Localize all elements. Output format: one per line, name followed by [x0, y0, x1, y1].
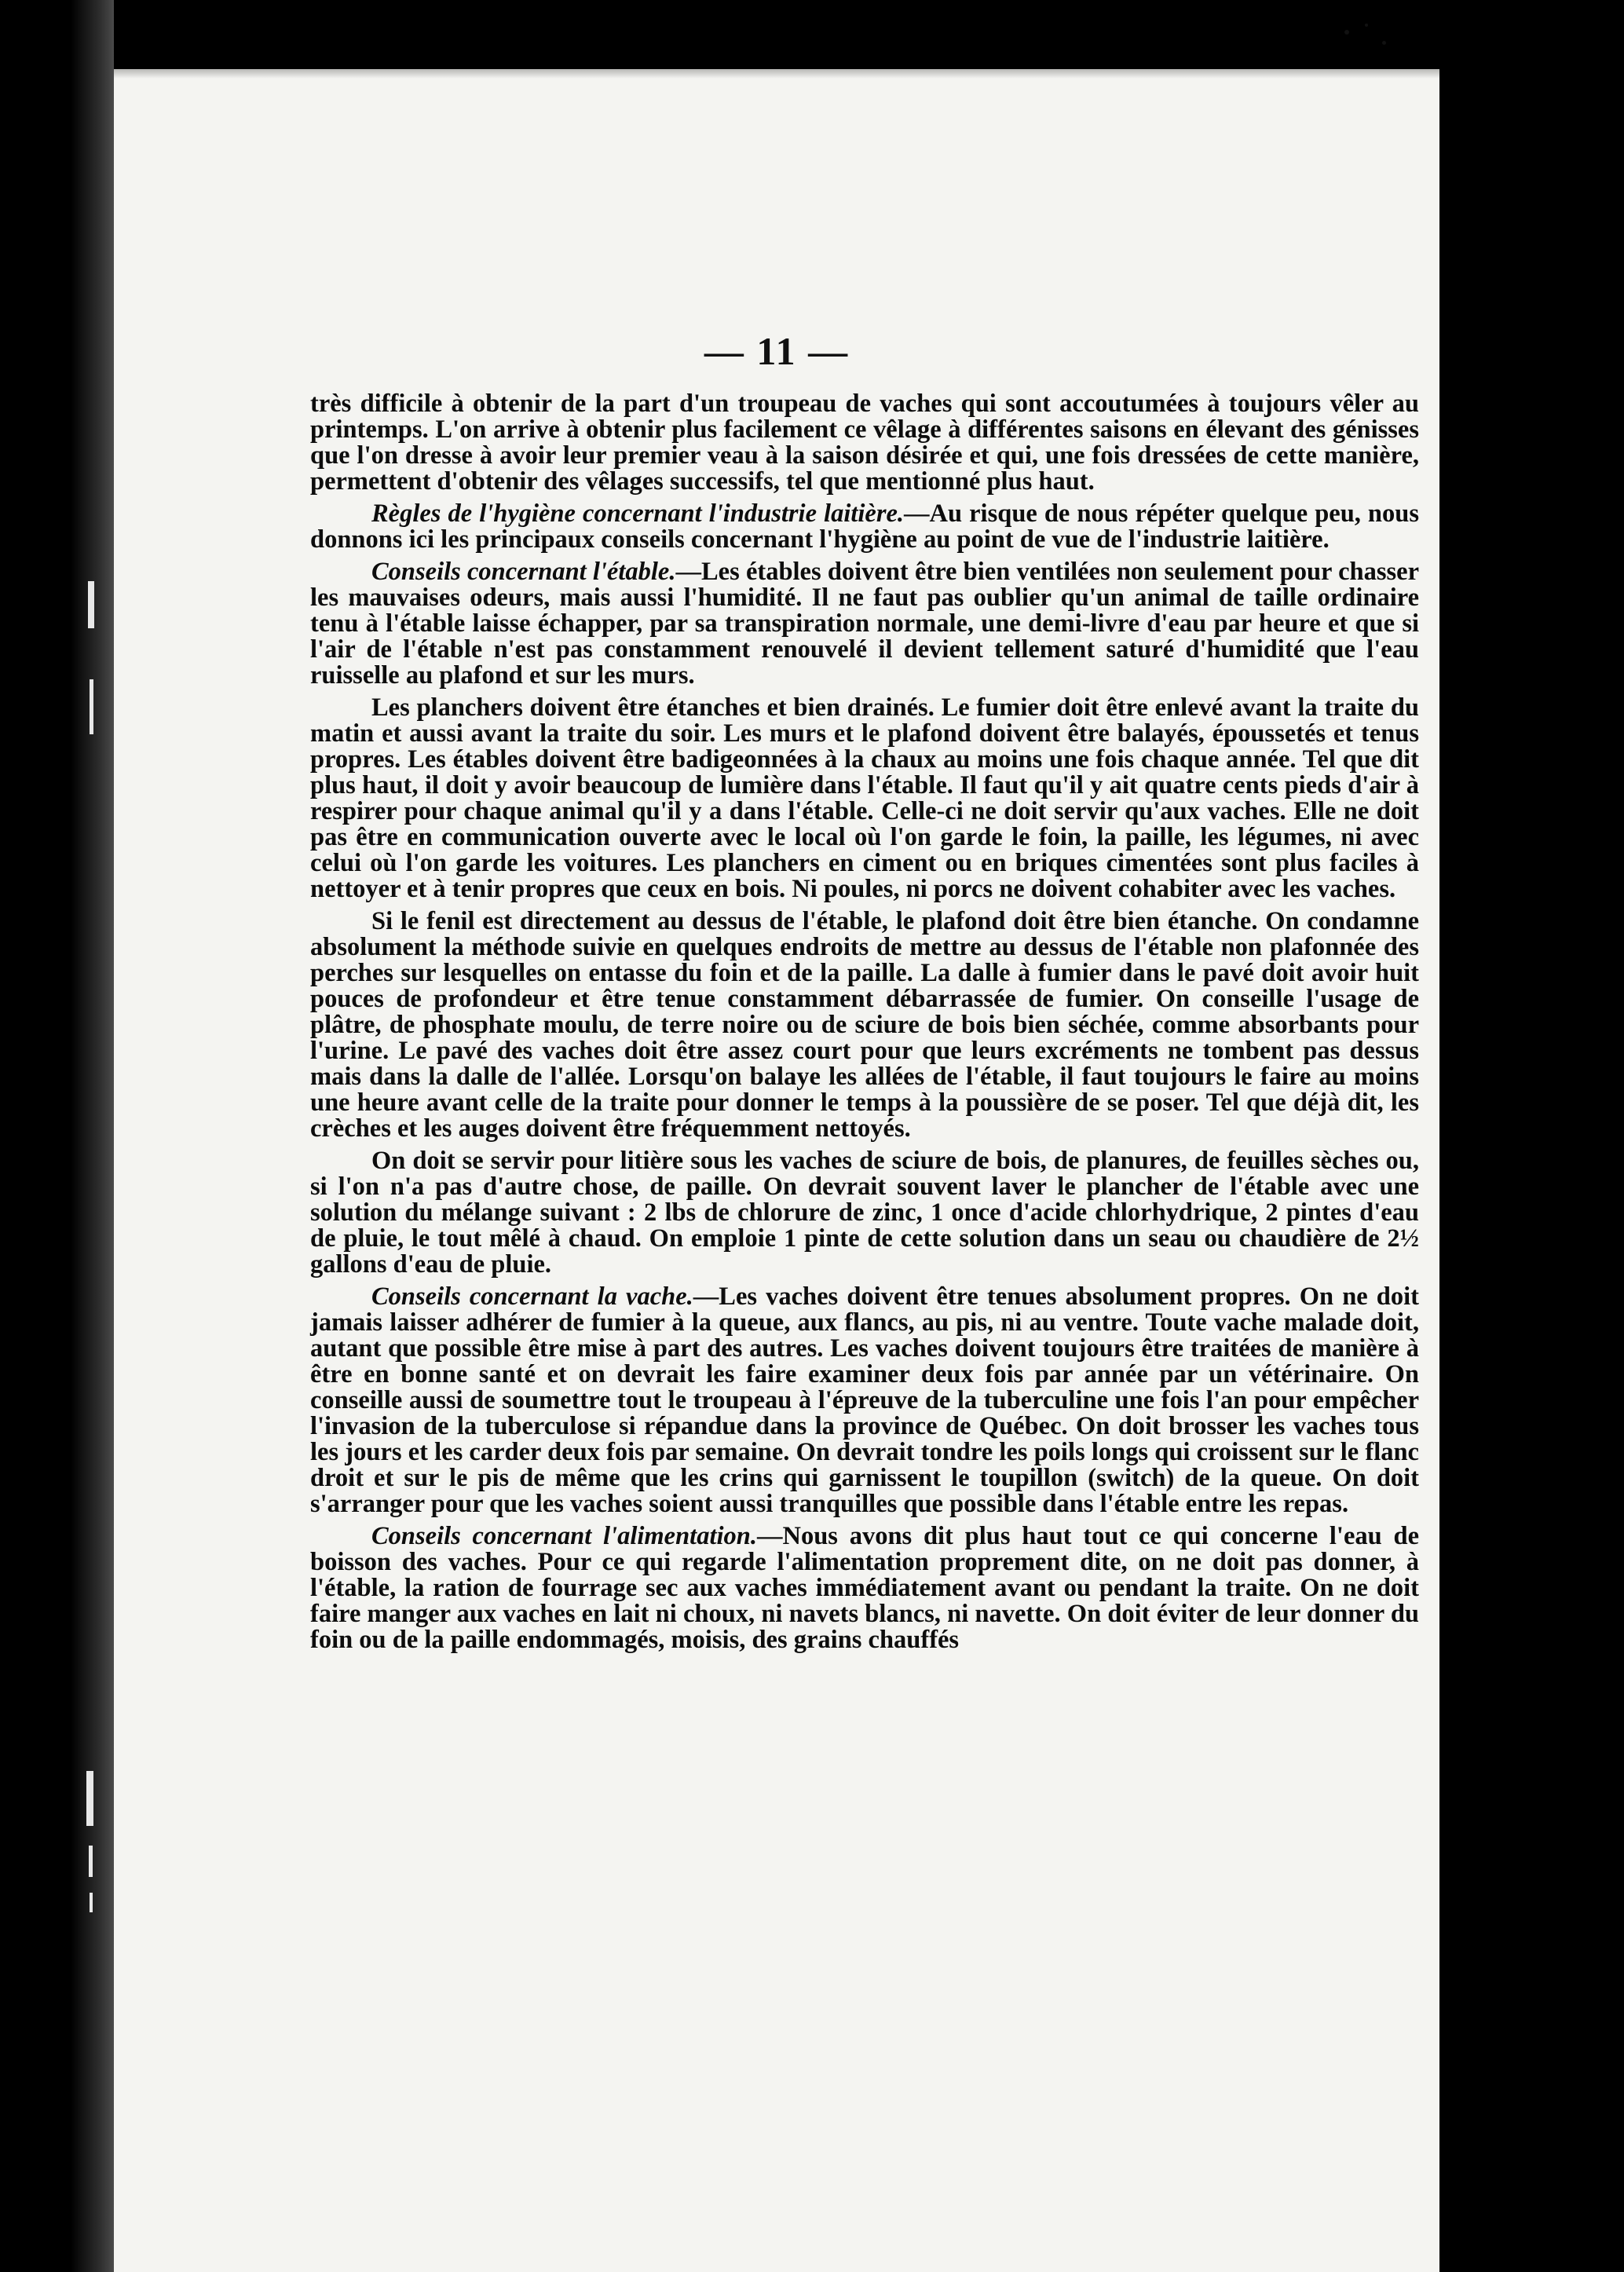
- section-heading: Règles de l'hygiène concernant l'industrie laitière.: [371, 499, 905, 528]
- body-text: [310, 391, 1419, 1659]
- binding-mark: [90, 679, 93, 734]
- binding-mark: [90, 1893, 93, 1912]
- binding-mark: [89, 1846, 93, 1877]
- page-number: — 11 —: [704, 329, 850, 373]
- paragraph-text: Si le fenil est directement au dessus de l'étable, le plafond doit être bien étanche. On condamne absolument la méthode suivie en quelques endroits de mettre au dessus de l'étable non plafonnée des perches sur lesquelles on entasse du foin et de la paille. La dalle à fumier dans le pavé doit avoir huit pouces de profondeur et être tenue constamment débarrassée de fumier. On conseille l'usage de plâtre, de phosphate moulu, de terre noire ou de sciure de bois bien séchée, comme absorbants pour l'urine. Le pavé des vaches doit être assez court pour que leurs excréments ne tombent pas dessus mais dans la dalle de l'allée. Lorsqu'on balaye les allées de l'étable, il faut toujours le faire au moins une heure avant celle de la traite pour donner le temps à la poussière de se poser. Tel que déjà dit, les crèches et les auges doivent être fréquemment nettoyés.: [310, 907, 1419, 1143]
- paragraph-text: —Au risque de nous répéter quelque peu, nous donnons ici les principaux conseils concernant l'hygiène au point de vue de l'industrie laitière.: [310, 499, 1419, 554]
- paragraph: [310, 1284, 1419, 1517]
- paragraph-text: On doit se servir pour litière sous les vaches de sciure de bois, de planures, de feuilles sèches ou, si l'on n'a pas d'autre chose, de paille. On devrait souvent laver le plancher de l'étable avec une solution du mélange suivant : 2 lbs de chlorure de zinc, 1 once d'acide chlorhydrique, 2 pintes d'eau de pluie, le tout mêlé à chaud. On emploie 1 pinte de cette solution dans un seau ou chaudière de 2½ gallons d'eau de pluie.: [310, 1147, 1419, 1279]
- scan-speck: [1382, 41, 1386, 45]
- paragraph-text: —Les vaches doivent être tenues absolument propres. On ne doit jamais laisser adhérer de fumier à la queue, aux flancs, au pis, ni au ventre. Toute vache malade doit, autant que possible être mise à part des autres. Les vaches doivent toujours être traitées de manière à être en bonne santé et on devrait les faire examiner deux fois par année par un vétérinaire. On conseille aussi de soumettre tout le troupeau à l'épreuve de la tuberculine une fois l'an pour empêcher l'invasion de la tuberculose si répandue dans la province de Québec. On doit brosser les vaches tous les jours et les carder deux fois par semaine. On devrait tondre les poils longs qui croissent sur le flanc droit et sur le pis de même que les crins qui garnissent le toupillon (switch) de la queue. On doit s'arranger pour que les vaches soient aussi tranquilles que possible dans l'étable entre les repas.: [310, 1282, 1419, 1518]
- scan-speck: [1365, 24, 1368, 27]
- scanned-page: [114, 69, 1439, 2272]
- section-heading: Conseils concernant l'alimentation.: [371, 1522, 757, 1550]
- paragraph: [310, 391, 1419, 495]
- section-heading: Conseils concernant la vache.: [371, 1282, 693, 1311]
- paragraph: [310, 909, 1419, 1142]
- paragraph: [310, 695, 1419, 902]
- book-binding-edge: [0, 0, 114, 2272]
- paragraph: [310, 559, 1419, 689]
- paragraph-text: —Nous avons dit plus haut tout ce qui concerne l'eau de boisson des vaches. Pour ce qui regarde l'alimentation proprement dite, on ne doit pas donner, à l'étable, la ration de fourrage sec aux vaches immédiatement avant ou pendant la traite. On ne doit faire manger aux vaches en lait ni choux, ni navets blancs, ni navette. On doit éviter de leur donner du foin ou de la paille endommagés, moisis, des grains chauffés: [310, 1522, 1419, 1654]
- paragraph: [310, 501, 1419, 553]
- paragraph-text: —Les étables doivent être bien ventilées non seulement pour chasser les mauvaises odeurs, mais aussi l'humidité. Il ne faut pas oublier qu'un animal de taille ordinaire tenu à l'étable laisse échapper, par sa transpiration normale, une demi-livre d'eau par heure et que si l'air de l'étable n'est pas constamment renouvelé il devient tellement saturé d'humidité que l'eau ruisselle au plafond et sur les murs.: [310, 558, 1419, 690]
- paragraph: [310, 1148, 1419, 1278]
- section-heading: Conseils concernant l'étable.: [371, 558, 676, 586]
- binding-mark: [86, 1771, 93, 1826]
- scan-speck: [1344, 30, 1349, 35]
- binding-mark: [88, 581, 94, 628]
- page-top-shadow: [114, 69, 1439, 79]
- paragraph-text: très difficile à obtenir de la part d'un troupeau de vaches qui sont accoutumées à toujours vêler au printemps. L'on arrive à obtenir plus facilement ce vêlage à différentes saisons en élevant des génisses que l'on dresse à avoir leur premier veau à la saison désirée et qui, une fois dressées de cette manière, permettent d'obtenir des vêlages successifs, tel que mentionné plus haut.: [310, 390, 1419, 496]
- paragraph: [310, 1524, 1419, 1653]
- paragraph-text: Les planchers doivent être étanches et bien drainés. Le fumier doit être enlevé avant la traite du matin et aussi avant la traite du soir. Les murs et le plafond doivent être balayés, époussetés et tenus propres. Les étables doivent être badigeonnées à la chaux au moins une fois chaque année. Tel que dit plus haut, il doit y avoir beaucoup de lumière dans l'étable. Il faut qu'il y ait quatre cents pieds d'air à respirer pour chaque animal qu'il y a dans l'étable. Celle-ci ne doit servir qu'aux vaches. Elle ne doit pas être en communication ouverte avec le local où l'on garde le foin, la paille, les légumes, ni avec celui où l'on garde les voitures. Les planchers en ciment ou en briques cimentées sont plus faciles à nettoyer et à tenir propres que ceux en bois. Ni poules, ni porcs ne doivent cohabiter avec les vaches.: [310, 693, 1419, 903]
